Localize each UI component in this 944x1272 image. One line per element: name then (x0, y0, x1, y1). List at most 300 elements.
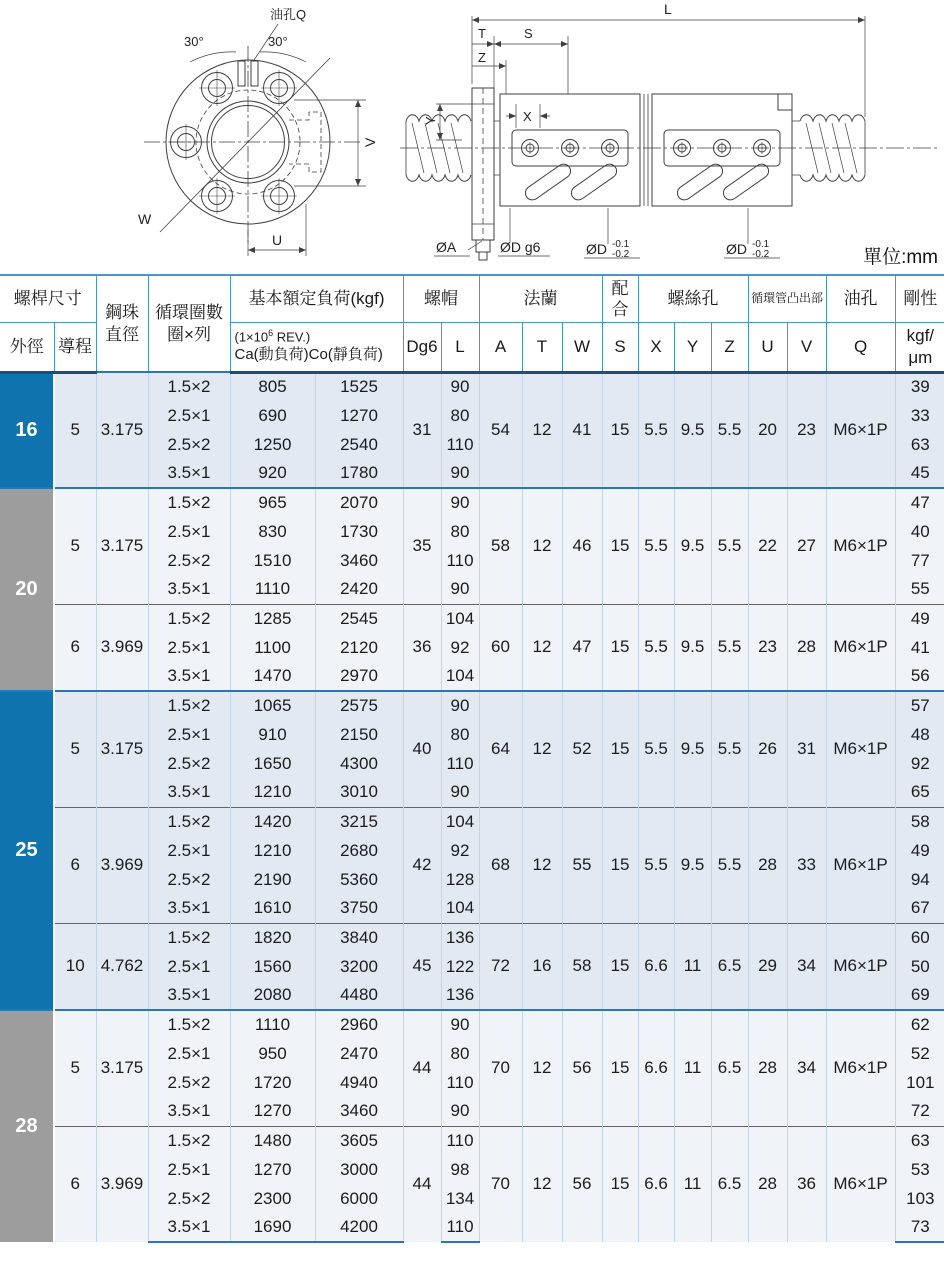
circuits-cell: 1.5×2 (148, 604, 230, 633)
dynamic-load-cell: 1720 (230, 1068, 315, 1097)
static-load-cell: 3200 (315, 952, 403, 981)
header-basic-load: 基本額定負荷(kgf) (230, 275, 403, 322)
flange-a-cell: 70 (479, 1010, 522, 1126)
static-load-cell: 3010 (315, 778, 403, 807)
rigidity-cell: 72 (895, 1097, 944, 1126)
rigidity-cell: 45 (895, 459, 944, 488)
fit-s-cell: 15 (602, 807, 638, 923)
side-dim-t-label: T (478, 26, 486, 41)
hole-x-cell: 6.6 (638, 1010, 674, 1126)
rigidity-cell: 63 (895, 1126, 944, 1155)
tube-u-cell: 28 (748, 1126, 787, 1242)
static-load-cell: 3840 (315, 923, 403, 952)
front-angle-right-label: 30° (268, 34, 288, 49)
flange-a-cell: 72 (479, 923, 522, 1010)
tube-v-cell: 28 (787, 604, 826, 691)
circuits-cell: 1.5×2 (148, 807, 230, 836)
front-dim-v-label: V (362, 137, 378, 147)
svg-text:ØD: ØD (726, 241, 747, 257)
nut-length-cell: 110 (441, 1213, 479, 1242)
circuits-cell: 2.5×1 (148, 952, 230, 981)
side-dim-z-label: Z (478, 50, 486, 65)
rigidity-cell: 69 (895, 981, 944, 1010)
rigidity-cell: 92 (895, 749, 944, 778)
nut-length-cell: 136 (441, 923, 479, 952)
hole-x-cell: 6.6 (638, 1126, 674, 1242)
hole-y-cell: 9.5 (674, 488, 711, 604)
header-fit: 配 合 (602, 275, 638, 322)
dynamic-load-cell: 1210 (230, 836, 315, 865)
flange-w-cell: 46 (562, 488, 602, 604)
hole-z-cell: 6.5 (711, 1126, 748, 1242)
circuits-cell: 3.5×1 (148, 1213, 230, 1242)
rigidity-cell: 48 (895, 720, 944, 749)
static-load-cell: 4200 (315, 1213, 403, 1242)
ball-diameter-cell: 3.175 (96, 691, 148, 807)
lead-cell: 6 (54, 604, 96, 691)
nut-length-cell: 90 (441, 372, 479, 401)
oil-hole-q-cell: M6×1P (826, 372, 895, 488)
nut-length-cell: 90 (441, 1010, 479, 1039)
nut-length-cell: 104 (441, 662, 479, 691)
side-dim-x-label: X (523, 109, 532, 124)
flange-t-cell: 12 (522, 488, 562, 604)
lead-cell: 10 (54, 923, 96, 1010)
nut-length-cell: 128 (441, 865, 479, 894)
rigidity-cell: 73 (895, 1213, 944, 1242)
static-load-cell: 3460 (315, 1097, 403, 1126)
header-flange: 法蘭 (479, 275, 602, 322)
ball-diameter-cell: 3.969 (96, 807, 148, 923)
dynamic-load-cell: 1470 (230, 662, 315, 691)
fit-s-cell: 15 (602, 1010, 638, 1126)
static-load-cell: 1525 (315, 372, 403, 401)
rigidity-cell: 47 (895, 488, 944, 517)
static-load-cell: 6000 (315, 1184, 403, 1213)
front-dim-w-label: W (138, 211, 152, 227)
fit-s-cell: 15 (602, 1126, 638, 1242)
tube-v-cell: 31 (787, 691, 826, 807)
circuits-cell: 2.5×1 (148, 1039, 230, 1068)
flange-a-cell: 54 (479, 372, 522, 488)
oil-hole-q-cell: M6×1P (826, 691, 895, 807)
flange-a-cell: 70 (479, 1126, 522, 1242)
rigidity-cell: 40 (895, 517, 944, 546)
side-dim-l-label: L (664, 1, 672, 17)
rigidity-cell: 55 (895, 575, 944, 604)
nut-length-cell: 110 (441, 749, 479, 778)
circuits-cell: 2.5×2 (148, 546, 230, 575)
static-load-cell: 1270 (315, 401, 403, 430)
svg-text:ØD: ØD (586, 241, 607, 257)
dynamic-load-cell: 2300 (230, 1184, 315, 1213)
flange-t-cell: 12 (522, 604, 562, 691)
static-load-cell: 2070 (315, 488, 403, 517)
static-load-cell: 3750 (315, 894, 403, 923)
flange-w-cell: 41 (562, 372, 602, 488)
fit-s-cell: 15 (602, 372, 638, 488)
static-load-cell: 2420 (315, 575, 403, 604)
nut-length-cell: 104 (441, 807, 479, 836)
header-q: Q (826, 322, 895, 372)
circuits-cell: 2.5×1 (148, 1155, 230, 1184)
circuits-cell: 3.5×1 (148, 575, 230, 604)
tube-u-cell: 29 (748, 923, 787, 1010)
nut-length-cell: 80 (441, 720, 479, 749)
lead-cell: 5 (54, 488, 96, 604)
static-load-cell: 2120 (315, 633, 403, 662)
static-load-cell: 4480 (315, 981, 403, 1010)
oil-hole-q-cell: M6×1P (826, 604, 895, 691)
rigidity-cell: 103 (895, 1184, 944, 1213)
rigidity-cell: 39 (895, 372, 944, 401)
circuits-cell: 3.5×1 (148, 459, 230, 488)
hole-x-cell: 5.5 (638, 691, 674, 807)
hole-y-cell: 9.5 (674, 691, 711, 807)
tube-u-cell: 26 (748, 691, 787, 807)
oil-hole-q-cell: M6×1P (826, 1010, 895, 1126)
nut-length-cell: 90 (441, 691, 479, 720)
ball-diameter-cell: 3.175 (96, 1010, 148, 1126)
hole-z-cell: 5.5 (711, 372, 748, 488)
nut-length-cell: 90 (441, 575, 479, 604)
nut-length-cell: 98 (441, 1155, 479, 1184)
ball-diameter-cell: 3.969 (96, 604, 148, 691)
static-load-cell: 2150 (315, 720, 403, 749)
nut-length-cell: 104 (441, 894, 479, 923)
dynamic-load-cell: 1560 (230, 952, 315, 981)
tube-u-cell: 28 (748, 1010, 787, 1126)
static-load-cell: 3215 (315, 807, 403, 836)
hole-x-cell: 5.5 (638, 488, 674, 604)
front-angle-left-label: 30° (184, 34, 204, 49)
header-tube-protrusion: 循環管凸出部 (748, 275, 826, 322)
spec-table-header (0, 275, 944, 372)
dynamic-load-cell: 1065 (230, 691, 315, 720)
rigidity-cell: 94 (895, 865, 944, 894)
circuits-cell: 3.5×1 (148, 778, 230, 807)
tube-u-cell: 20 (748, 372, 787, 488)
rigidity-cell: 101 (895, 1068, 944, 1097)
hole-x-cell: 5.5 (638, 807, 674, 923)
nut-length-cell: 92 (441, 836, 479, 865)
static-load-cell: 2575 (315, 691, 403, 720)
spec-table-body (0, 372, 944, 1242)
tube-v-cell: 34 (787, 923, 826, 1010)
static-load-cell: 3605 (315, 1126, 403, 1155)
dynamic-load-cell: 1650 (230, 749, 315, 778)
dynamic-load-cell: 2190 (230, 865, 315, 894)
nut-length-cell: 136 (441, 981, 479, 1010)
nut-length-cell: 110 (441, 1068, 479, 1097)
nut-length-cell: 122 (441, 952, 479, 981)
circuits-cell: 2.5×1 (148, 720, 230, 749)
header-ball-diameter: 鋼珠 直徑 (96, 275, 148, 372)
nut-length-cell: 90 (441, 778, 479, 807)
svg-text:-0.1: -0.1 (752, 239, 770, 250)
static-load-cell: 3000 (315, 1155, 403, 1184)
dynamic-load-cell: 1210 (230, 778, 315, 807)
rigidity-cell: 60 (895, 923, 944, 952)
header-x: X (638, 322, 674, 372)
flange-w-cell: 55 (562, 807, 602, 923)
lead-cell: 5 (54, 1010, 96, 1126)
dynamic-load-cell: 1480 (230, 1126, 315, 1155)
flange-t-cell: 12 (522, 372, 562, 488)
dynamic-load-cell: 1270 (230, 1097, 315, 1126)
dynamic-load-cell: 1270 (230, 1155, 315, 1184)
static-load-cell: 1730 (315, 517, 403, 546)
fit-s-cell: 15 (602, 923, 638, 1010)
header-screw-holes: 螺絲孔 (638, 275, 748, 322)
dynamic-load-cell: 690 (230, 401, 315, 430)
header-circuits: 循環圈數 圈×列 (148, 275, 230, 372)
side-view-drawing (398, 0, 944, 268)
static-load-cell: 1780 (315, 459, 403, 488)
rigidity-cell: 49 (895, 604, 944, 633)
hole-x-cell: 6.6 (638, 923, 674, 1010)
header-oil-hole: 油孔 (826, 275, 895, 322)
header-v: V (787, 322, 826, 372)
static-load-cell: 2680 (315, 836, 403, 865)
static-load-cell: 2545 (315, 604, 403, 633)
ball-diameter-cell: 3.175 (96, 372, 148, 488)
circuits-cell: 3.5×1 (148, 1097, 230, 1126)
nut-dg6-cell: 45 (403, 923, 441, 1010)
circuits-cell: 2.5×1 (148, 517, 230, 546)
outer-diameter-cell: 28 (0, 1010, 54, 1242)
nut-length-cell: 110 (441, 1126, 479, 1155)
circuits-cell: 3.5×1 (148, 981, 230, 1010)
flange-front-view-drawing (126, 4, 418, 266)
flange-w-cell: 52 (562, 691, 602, 807)
ball-diameter-cell: 3.175 (96, 488, 148, 604)
rigidity-cell: 53 (895, 1155, 944, 1184)
unit-label: 單位:mm (863, 247, 938, 268)
hole-y-cell: 11 (674, 1010, 711, 1126)
circuits-cell: 2.5×2 (148, 1184, 230, 1213)
spec-table (0, 274, 944, 1243)
header-rigidity-unit: kgf/ μm (895, 322, 944, 372)
flange-a-cell: 58 (479, 488, 522, 604)
fit-s-cell: 15 (602, 691, 638, 807)
flange-t-cell: 12 (522, 1010, 562, 1126)
lead-cell: 5 (54, 372, 96, 488)
rigidity-cell: 33 (895, 401, 944, 430)
static-load-cell: 2960 (315, 1010, 403, 1039)
front-oil-hole-label: 油孔Q (270, 7, 307, 22)
dynamic-load-cell: 1110 (230, 575, 315, 604)
dynamic-load-cell: 965 (230, 488, 315, 517)
header-lead: 導程 (54, 322, 96, 372)
dynamic-load-cell: 805 (230, 372, 315, 401)
tube-u-cell: 23 (748, 604, 787, 691)
circuits-cell: 2.5×2 (148, 749, 230, 778)
circuits-cell: 1.5×2 (148, 1010, 230, 1039)
circuits-cell: 2.5×2 (148, 1068, 230, 1097)
nut-dg6-cell: 40 (403, 691, 441, 807)
header-load-subtitle: ($1\times 10^6$ REV.) Ca(動負荷)Co(靜負荷) (230, 322, 403, 372)
nut-dg6-cell: 44 (403, 1126, 441, 1242)
header-w: W (562, 322, 602, 372)
circuits-cell: 1.5×2 (148, 372, 230, 401)
lead-cell: 6 (54, 807, 96, 923)
nut-length-cell: 90 (441, 1097, 479, 1126)
tube-v-cell: 33 (787, 807, 826, 923)
header-t: T (522, 322, 562, 372)
flange-t-cell: 12 (522, 691, 562, 807)
circuits-cell: 3.5×1 (148, 894, 230, 923)
rigidity-cell: 56 (895, 662, 944, 691)
header-y: Y (674, 322, 711, 372)
nut-length-cell: 104 (441, 604, 479, 633)
rigidity-cell: 50 (895, 952, 944, 981)
tube-v-cell: 27 (787, 488, 826, 604)
nut-dg6-cell: 36 (403, 604, 441, 691)
hole-z-cell: 5.5 (711, 488, 748, 604)
dynamic-load-cell: 920 (230, 459, 315, 488)
hole-z-cell: 5.5 (711, 807, 748, 923)
static-load-cell: 4300 (315, 749, 403, 778)
hole-y-cell: 11 (674, 1126, 711, 1242)
fit-s-cell: 15 (602, 604, 638, 691)
dynamic-load-cell: 1610 (230, 894, 315, 923)
lead-cell: 5 (54, 691, 96, 807)
tube-v-cell: 23 (787, 372, 826, 488)
svg-text:-0.2: -0.2 (612, 249, 630, 260)
flange-t-cell: 16 (522, 923, 562, 1010)
side-dim-s-label: S (524, 26, 533, 41)
hole-x-cell: 5.5 (638, 604, 674, 691)
tube-u-cell: 22 (748, 488, 787, 604)
flange-a-cell: 68 (479, 807, 522, 923)
nut-dg6-cell: 31 (403, 372, 441, 488)
dynamic-load-cell: 830 (230, 517, 315, 546)
rigidity-cell: 57 (895, 691, 944, 720)
tube-v-cell: 34 (787, 1010, 826, 1126)
rigidity-cell: 63 (895, 430, 944, 459)
svg-text:-0.2: -0.2 (752, 249, 770, 260)
dynamic-load-cell: 1420 (230, 807, 315, 836)
dynamic-load-cell: 1250 (230, 430, 315, 459)
rigidity-cell: 67 (895, 894, 944, 923)
circuits-cell: 1.5×2 (148, 691, 230, 720)
nut-length-cell: 80 (441, 401, 479, 430)
dynamic-load-cell: 1510 (230, 546, 315, 575)
nut-length-cell: 80 (441, 1039, 479, 1068)
header-dg6: Dg6 (403, 322, 441, 372)
outer-diameter-cell: 20 (0, 488, 54, 691)
circuits-cell: 2.5×1 (148, 633, 230, 662)
oil-hole-q-cell: M6×1P (826, 923, 895, 1010)
circuits-cell: 1.5×2 (148, 923, 230, 952)
hole-y-cell: 9.5 (674, 807, 711, 923)
ball-diameter-cell: 4.762 (96, 923, 148, 1010)
flange-w-cell: 56 (562, 1010, 602, 1126)
oil-hole-q-cell: M6×1P (826, 807, 895, 923)
header-screw-size: 螺桿尺寸 (0, 275, 96, 322)
header-outer-diameter: 外徑 (0, 322, 54, 372)
header-nut: 螺帽 (403, 275, 479, 322)
dynamic-load-cell: 1820 (230, 923, 315, 952)
dynamic-load-cell: 950 (230, 1039, 315, 1068)
nut-dg6-cell: 35 (403, 488, 441, 604)
outer-diameter-cell: 25 (0, 691, 54, 1010)
rigidity-cell: 41 (895, 633, 944, 662)
hole-y-cell: 9.5 (674, 372, 711, 488)
static-load-cell: 3460 (315, 546, 403, 575)
dynamic-load-cell: 1100 (230, 633, 315, 662)
front-dim-u-label: U (272, 232, 283, 248)
rigidity-cell: 49 (895, 836, 944, 865)
circuits-cell: 2.5×2 (148, 865, 230, 894)
circuits-cell: 1.5×2 (148, 488, 230, 517)
side-dia-a-label: ØA (436, 239, 457, 255)
flange-w-cell: 47 (562, 604, 602, 691)
nut-length-cell: 110 (441, 546, 479, 575)
tube-v-cell: 36 (787, 1126, 826, 1242)
header-z: Z (711, 322, 748, 372)
rigidity-cell: 58 (895, 807, 944, 836)
flange-a-cell: 64 (479, 691, 522, 807)
flange-t-cell: 12 (522, 1126, 562, 1242)
dynamic-load-cell: 1110 (230, 1010, 315, 1039)
nut-length-cell: 90 (441, 488, 479, 517)
nut-dg6-cell: 42 (403, 807, 441, 923)
fit-s-cell: 15 (602, 488, 638, 604)
rigidity-cell: 77 (895, 546, 944, 575)
nut-length-cell: 110 (441, 430, 479, 459)
header-s: S (602, 322, 638, 372)
flange-t-cell: 12 (522, 807, 562, 923)
header-a: A (479, 322, 522, 372)
static-load-cell: 2470 (315, 1039, 403, 1068)
flange-w-cell: 56 (562, 1126, 602, 1242)
side-dim-y-label: Y (423, 116, 438, 125)
static-load-cell: 2540 (315, 430, 403, 459)
static-load-cell: 4940 (315, 1068, 403, 1097)
hole-z-cell: 6.5 (711, 923, 748, 1010)
hole-z-cell: 6.5 (711, 1010, 748, 1126)
nut-dg6-cell: 44 (403, 1010, 441, 1126)
technical-drawings (0, 0, 944, 274)
tube-u-cell: 28 (748, 807, 787, 923)
dynamic-load-cell: 1690 (230, 1213, 315, 1242)
outer-diameter-cell: 16 (0, 372, 54, 488)
circuits-cell: 3.5×1 (148, 662, 230, 691)
flange-w-cell: 58 (562, 923, 602, 1010)
rigidity-cell: 65 (895, 778, 944, 807)
header-u: U (748, 322, 787, 372)
static-load-cell: 2970 (315, 662, 403, 691)
header-rigidity: 剛性 (895, 275, 944, 322)
nut-length-cell: 90 (441, 459, 479, 488)
rigidity-cell: 62 (895, 1010, 944, 1039)
dynamic-load-cell: 1285 (230, 604, 315, 633)
hole-x-cell: 5.5 (638, 372, 674, 488)
dynamic-load-cell: 2080 (230, 981, 315, 1010)
lead-cell: 6 (54, 1126, 96, 1242)
circuits-cell: 2.5×1 (148, 401, 230, 430)
circuits-cell: 2.5×2 (148, 430, 230, 459)
hole-z-cell: 5.5 (711, 604, 748, 691)
header-l: L (441, 322, 479, 372)
nut-length-cell: 80 (441, 517, 479, 546)
oil-hole-q-cell: M6×1P (826, 488, 895, 604)
nut-length-cell: 134 (441, 1184, 479, 1213)
nut-length-cell: 92 (441, 633, 479, 662)
dynamic-load-cell: 910 (230, 720, 315, 749)
